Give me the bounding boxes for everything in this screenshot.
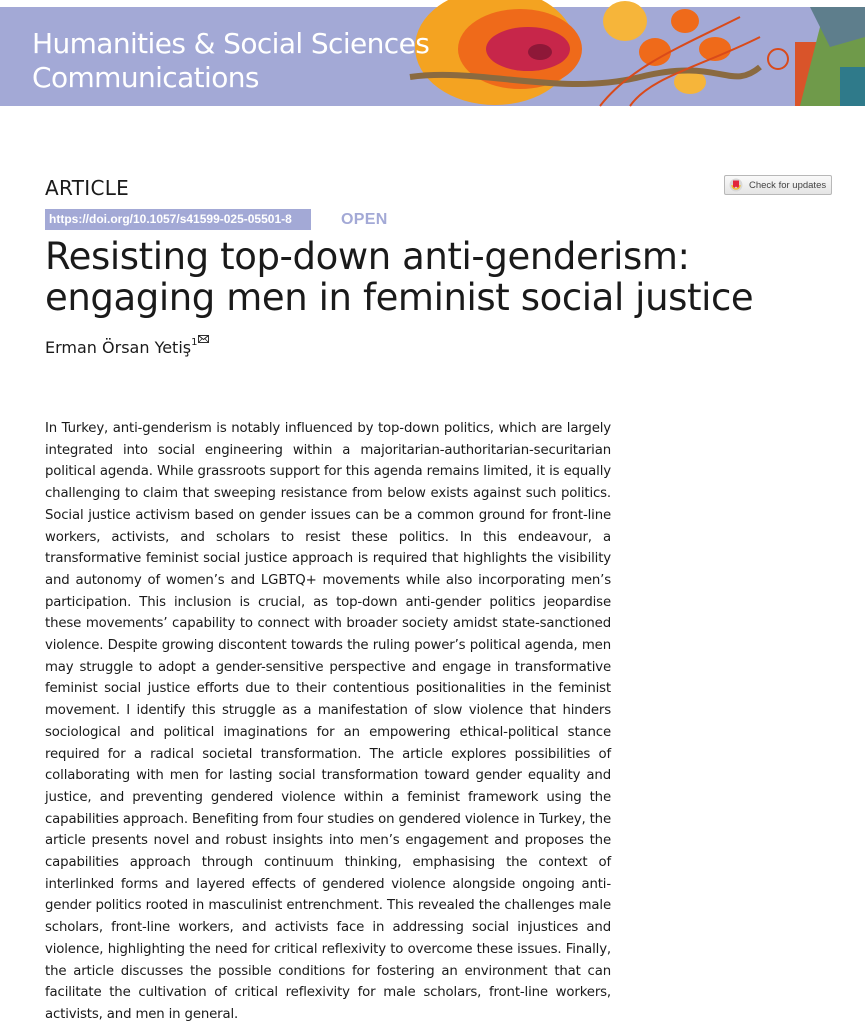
journal-title-line2: Communications <box>32 61 259 94</box>
article-type: ARTICLE <box>45 176 130 200</box>
article-title: Resisting top-down anti-genderism: engaging men in feminist social justice <box>45 235 754 319</box>
crossmark-icon <box>729 178 743 192</box>
envelope-icon[interactable] <box>198 335 209 343</box>
abstract: In Turkey, anti-genderism is notably influenced by top-down politics, which are largely integrated into social engineering within a majoritarian-authoritarian-securitarian political agenda. While grassroots support for this agenda remains limited, it is equally challenging to claim that sweeping resistance from below exists against such politics. Social justice activism based on gender issues can be a common ground for front-line workers, activists, and scholars to resist these politics. In this endeavour, a transformative feminist social justice approach is required that highlights the visibility and autonomy of women’s and LGBTQ+ movements while also incorporating men’s participation. This inclusion is crucial, as top-down anti-gender politics jeopardise these movements’ capability to connect with broader society amidst state-sanctioned violence. Despite growing discontent towards the ruling power’s political agenda, men may struggle to adopt a gender-sensitive perspective and engage in transformative feminist social justice efforts due to their contentious positionalities in the feminist movement. I identify this struggle as a manifestation of slow violence that hinders sociological and political imaginations for an empowering ethical-political stance required for a radical societal transformation. The article explores possibilities of collaborating with men for lasting social transformation toward gender equality and justice, and preventing gendered violence within a feminist framework using the capabilities approach. Benefiting from four studies on gendered violence in Turkey, the article presents novel and robust insights into men’s engagement and proposes the capabilities approach through continuum thinking, emphasising the context of interlinked forms and layered effects of gendered violence alongside ongoing anti-gender politics rooted in masculinist entrenchment. This revealed the challenges male scholars, front-line workers, and activists face in addressing social injustices and violence, highlighting the need for critical reflexivity to overcome these issues. Finally, the article discusses the possible conditions for fostering an environment that can facilitate the cultivation of critical reflexivity for male scholars, front-line workers, activists, and men in general. <box>45 421 611 1022</box>
doi-link[interactable]: https://doi.org/10.1057/s41599-025-05501-8 <box>45 209 311 230</box>
journal-title-line1: Humanities & Social Sciences <box>32 27 430 60</box>
author-line <box>45 335 209 357</box>
check-for-updates-label: Check for updates <box>749 179 827 191</box>
journal-banner <box>0 7 865 106</box>
author-affiliation: 1 <box>191 337 198 348</box>
banner-artwork <box>400 7 865 106</box>
journal-title[interactable] <box>32 27 429 95</box>
check-for-updates-button[interactable] <box>724 175 832 195</box>
open-access-badge: OPEN <box>341 211 388 228</box>
author-name[interactable]: Erman Örsan Yetiş <box>45 338 192 357</box>
